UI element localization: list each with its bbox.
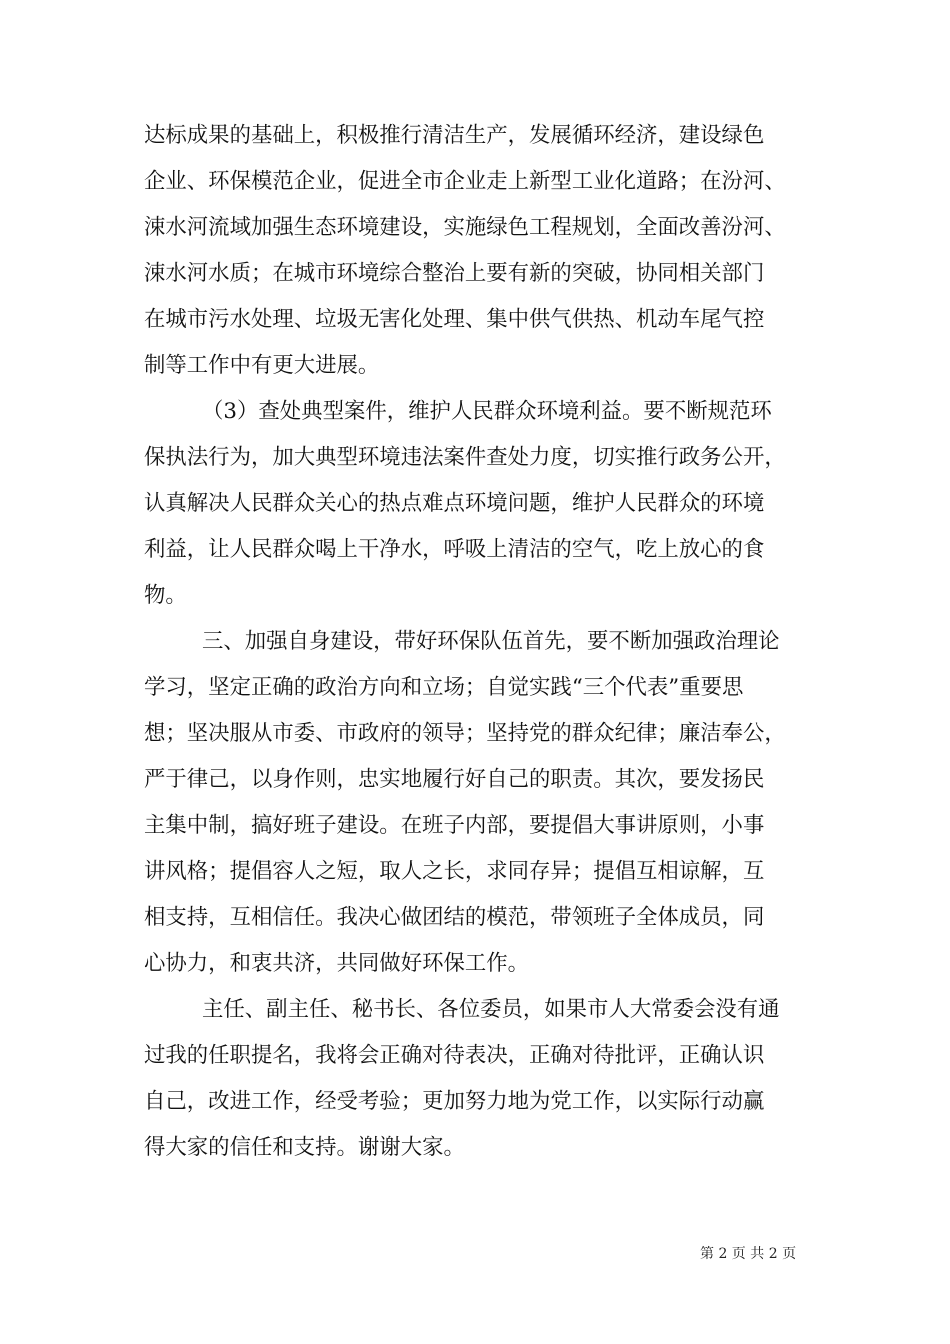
text-line: 涑水河水质；在城市环境综合整治上要有新的突破，协同相关部门 <box>144 261 765 286</box>
document-body <box>144 113 806 1171</box>
text-line: 严于律己，以身作则，忠实地履行好自己的职责。其次，要发扬民 <box>144 767 765 792</box>
text-line: 自己，改进工作，经受考验；更加努力地为党工作，以实际行动赢 <box>144 1089 765 1114</box>
text-line: 在城市污水处理、垃圾无害化处理、集中供气供热、机动车尾气控 <box>144 307 765 332</box>
paragraph-2 <box>144 389 806 619</box>
text-line: 企业、环保模范企业，促进全市企业走上新型工业化道路；在汾河、 <box>144 169 786 194</box>
text-line: 达标成果的基础上，积极推行清洁生产，发展循环经济，建设绿色 <box>144 123 765 148</box>
text-line: 主集中制，搞好班子建设。在班子内部，要提倡大事讲原则，小事 <box>144 813 765 838</box>
text-line: 相支持，互相信任。我决心做团结的模范，带领班子全体成员，同 <box>144 905 765 930</box>
text-line: 涑水河流域加强生态环境建设，实施绿色工程规划，全面改善汾河、 <box>144 215 786 240</box>
text-line: 得大家的信任和支持。谢谢大家。 <box>144 1135 465 1160</box>
text-line: 心协力，和衷共济，共同做好环保工作。 <box>144 951 530 976</box>
text-line: 过我的任职提名，我将会正确对待表决，正确对待批评，正确认识 <box>144 1043 765 1068</box>
page-number: 第 2 页 共 2 页 <box>700 1246 797 1262</box>
text-line: 制等工作中有更大进展。 <box>144 353 380 378</box>
text-line: 主任、副主任、秘书长、各位委员，如果市人大常委会没有通 <box>202 997 780 1022</box>
paragraph-4 <box>144 987 806 1171</box>
text-line: 想；坚决服从市委、市政府的领导；坚持党的群众纪律；廉洁奉公， <box>144 721 786 746</box>
text-line: 物。 <box>144 583 187 608</box>
text-line: 学习，坚定正确的政治方向和立场；自觉实践“三个代表”重要思 <box>144 675 744 700</box>
text-line: 保执法行为，加大典型环境违法案件查处力度，切实推行政务公开， <box>144 445 786 470</box>
text-line: 三、加强自身建设，带好环保队伍首先，要不断加强政治理论 <box>202 629 780 654</box>
paragraph-1 <box>144 113 806 389</box>
paragraph-3 <box>144 619 806 987</box>
text-line: 利益，让人民群众喝上干净水，呼吸上清洁的空气，吃上放心的食 <box>144 537 765 562</box>
text-line: 讲风格；提倡容人之短，取人之长，求同存异；提倡互相谅解，互 <box>144 859 765 884</box>
text-line: 认真解决人民群众关心的热点难点环境问题，维护人民群众的环境 <box>144 491 765 516</box>
text-line: （3）查处典型案件，维护人民群众环境利益。要不断规范环 <box>202 399 772 424</box>
